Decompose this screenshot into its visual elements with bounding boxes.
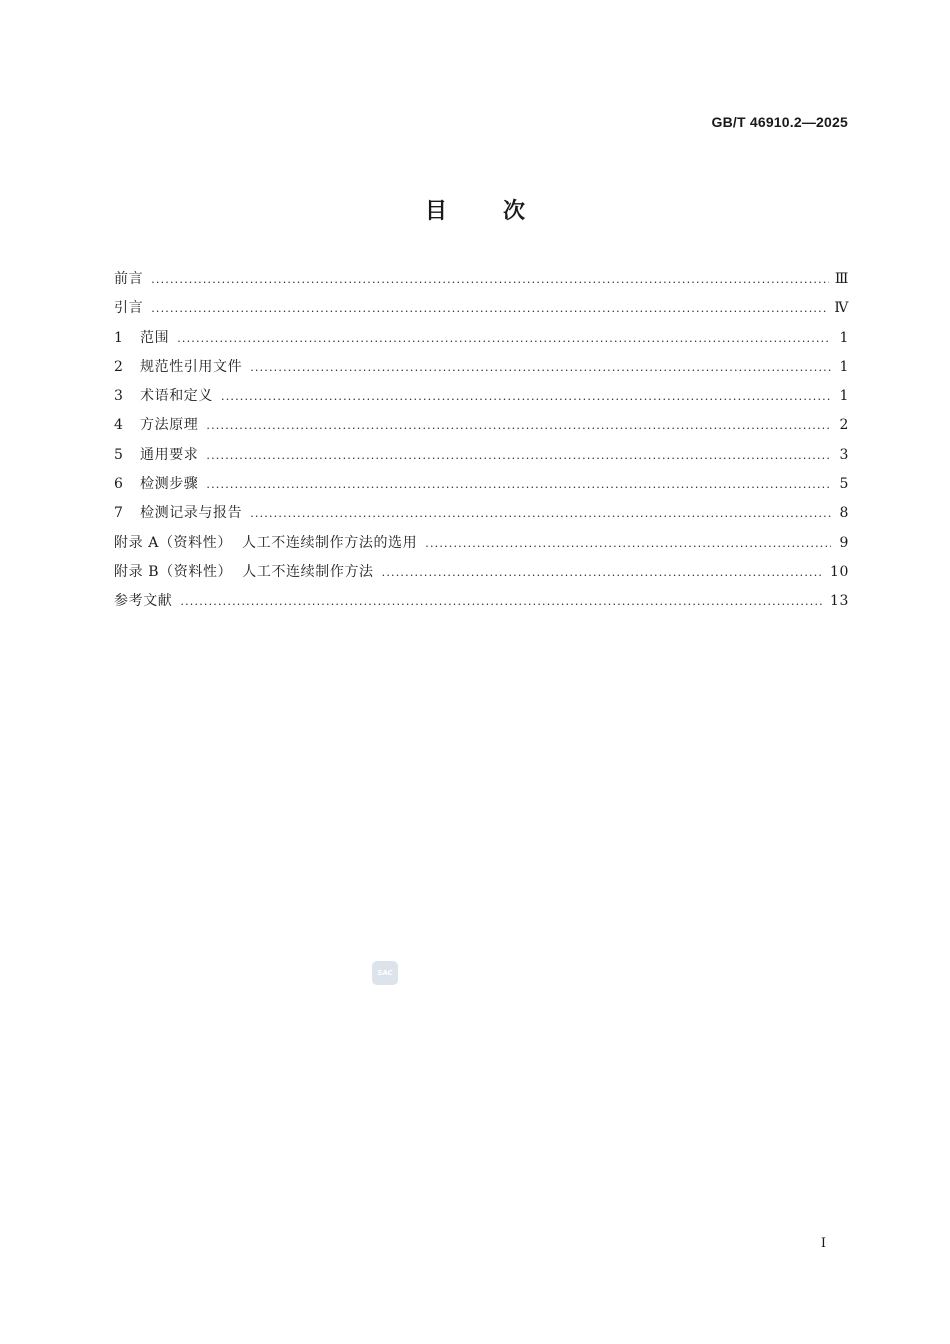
toc-entry-page: 9 <box>839 534 849 551</box>
toc-leader-dots <box>180 595 824 608</box>
toc-entry-label: 规范性引用文件 <box>140 358 243 375</box>
toc-entry-number: 4 <box>114 417 124 434</box>
toc-entry-4[interactable] <box>114 414 849 443</box>
toc-leader-dots <box>177 332 831 345</box>
toc-entry-6[interactable] <box>114 473 849 502</box>
toc-entry-page: 10 <box>829 563 849 580</box>
toc-entry-bibliography[interactable] <box>114 590 849 619</box>
toc-entry-page: 8 <box>839 505 849 522</box>
toc-entry-foreword[interactable] <box>114 268 849 297</box>
toc-entry-page: Ⅳ <box>834 300 849 317</box>
toc-entry-number: 6 <box>114 476 124 493</box>
sac-watermark-logo: SAC <box>372 961 398 985</box>
toc-leader-dots <box>206 478 831 491</box>
toc-entry-introduction[interactable] <box>114 297 849 326</box>
toc-entry-page: 1 <box>839 358 849 375</box>
toc-entry-label: 方法原理 <box>140 417 199 434</box>
toc-entry-page: Ⅲ <box>834 271 849 287</box>
toc-entry-page: 1 <box>839 388 849 405</box>
toc-entry-5[interactable] <box>114 444 849 473</box>
page-title <box>0 194 950 225</box>
toc-leader-dots <box>425 537 831 550</box>
toc-entry-label: 引言 <box>114 300 144 317</box>
toc-entry-label: 检测记录与报告 <box>140 505 243 522</box>
toc-leader-dots <box>151 302 828 315</box>
toc-entry-page: 13 <box>829 593 849 610</box>
title-char-1: 目 <box>424 199 447 224</box>
toc-entry-2[interactable] <box>114 356 849 385</box>
toc-entry-1[interactable] <box>114 327 849 356</box>
toc-leader-dots <box>151 273 829 286</box>
toc-entry-number: 2 <box>114 358 124 375</box>
title-char-2: 次 <box>503 199 526 224</box>
toc-entry-number: 3 <box>114 388 124 405</box>
toc-entry-label: 检测步骤 <box>140 476 199 493</box>
toc-entry-number: 7 <box>114 505 124 522</box>
toc-leader-dots <box>221 390 831 403</box>
toc-leader-dots <box>206 449 831 462</box>
toc-entry-7[interactable] <box>114 502 849 531</box>
toc-entry-label: 前言 <box>114 271 144 287</box>
toc-entry-number: 5 <box>114 446 124 463</box>
toc-entry-page: 2 <box>839 417 849 434</box>
toc-entry-page: 1 <box>839 329 849 346</box>
standard-code: GB/T 46910.2—2025 <box>711 114 848 130</box>
toc-entry-label: 附录 A（资料性） 人工不连续制作方法的选用 <box>114 534 418 551</box>
toc-entry-number: 1 <box>114 329 124 346</box>
toc-entry-label: 范围 <box>140 329 170 346</box>
toc-entry-3[interactable] <box>114 385 849 414</box>
toc-leader-dots <box>382 566 824 579</box>
toc-entry-label: 术语和定义 <box>140 388 213 405</box>
toc-leader-dots <box>206 419 831 432</box>
toc-entry-appendix-a[interactable] <box>114 532 849 561</box>
toc-entry-label: 参考文献 <box>114 593 173 610</box>
table-of-contents <box>114 268 849 620</box>
toc-leader-dots <box>250 361 831 374</box>
toc-entry-page: 3 <box>839 446 849 463</box>
toc-entry-label: 附录 B（资料性） 人工不连续制作方法 <box>114 563 374 580</box>
toc-entry-label: 通用要求 <box>140 446 199 463</box>
toc-entry-page: 5 <box>839 476 849 493</box>
toc-entry-appendix-b[interactable] <box>114 561 849 590</box>
page-number: I <box>820 1236 826 1251</box>
toc-leader-dots <box>250 507 831 520</box>
